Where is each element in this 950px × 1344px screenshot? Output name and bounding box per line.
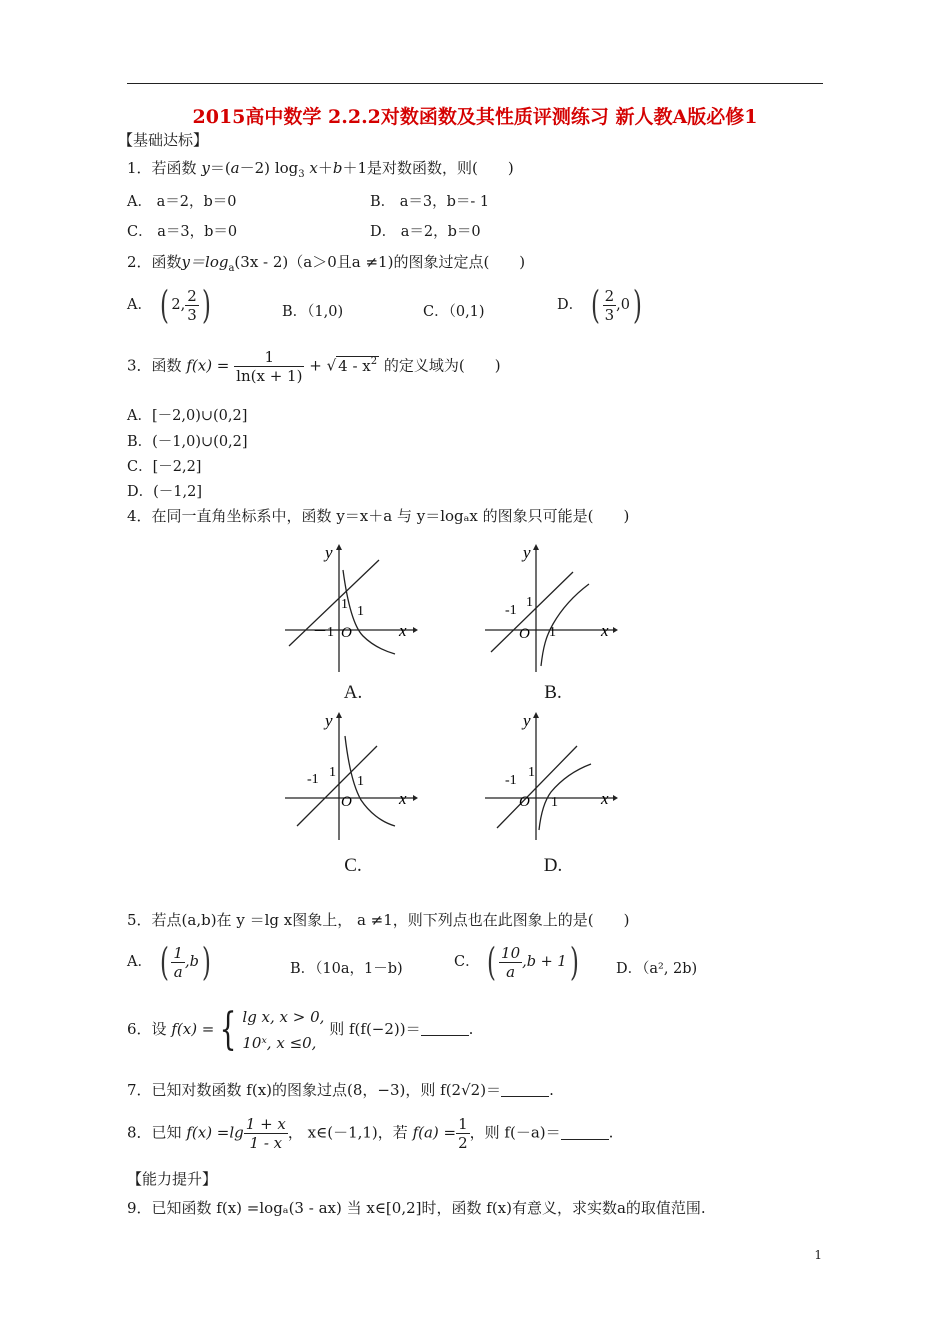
- q3-option-b: B．(－1,0)∪(0,2]: [127, 434, 248, 450]
- graph-b: [483, 540, 618, 675]
- svg-text:－1: －1: [313, 625, 334, 640]
- svg-text:x: x: [601, 621, 609, 640]
- svg-text:x: x: [601, 789, 609, 808]
- svg-text:1: 1: [551, 795, 558, 810]
- q8-answer-blank[interactable]: [561, 1127, 609, 1140]
- question-1: 1．若函数 y＝(a－2) $\log_3 x+b+1$是对数函数，则( ): [127, 159, 514, 180]
- question-7: 7．已知对数函数 f(x)的图象过点(8，−3)，则 f(2√2)＝ .: [127, 1081, 554, 1099]
- svg-text:-1: -1: [307, 772, 319, 787]
- graph-a: [283, 540, 418, 675]
- log-curve: [343, 570, 395, 654]
- q2-option-a: A． ( 2, $\frac{2}{3}$ ): [127, 283, 211, 327]
- q7-answer-blank[interactable]: [501, 1084, 549, 1097]
- page-number: 1: [814, 1248, 822, 1262]
- svg-text:O: O: [519, 794, 530, 810]
- svg-text:y: y: [325, 711, 333, 730]
- page-title: 2015高中数学 2.2.2对数函数及其性质评测练习 新人教A版必修1: [192, 106, 758, 128]
- svg-text:x: x: [399, 789, 407, 808]
- question-3: 3．函数 f(x) = $\frac{1}{\ln(x + 1)}$ + √ $4 - x^2$ 的定义域为( ): [127, 348, 501, 385]
- svg-text:-1: -1: [505, 773, 517, 788]
- q5-option-d: D．（a², 2b): [616, 961, 698, 977]
- svg-text:x: x: [399, 621, 407, 640]
- q1-option-a: A． a＝2，b＝0: [127, 194, 237, 210]
- svg-text:1: 1: [526, 595, 533, 610]
- svg-text:y: y: [325, 543, 333, 562]
- svg-text:y: y: [523, 711, 531, 730]
- graph-c: [283, 708, 418, 843]
- svg-text:y: y: [523, 543, 531, 562]
- q3-option-c: C．[－2,2]: [127, 459, 202, 475]
- line-y-x-plus-a: [289, 560, 379, 646]
- q6-answer-blank[interactable]: [421, 1023, 469, 1036]
- question-5: 5．若点(a,b)在 y ＝lg x图象上， a ≠1，则下列点也在此图象上的是( ): [127, 911, 630, 929]
- graph-d-label: D.: [543, 855, 563, 876]
- svg-text:1: 1: [357, 604, 364, 619]
- svg-text:1: 1: [528, 765, 535, 780]
- question-2: 2．函数$y=\log_a(3x - 2)(a>0$且a ≠1)的图象过定点( ): [127, 253, 526, 274]
- svg-text:1: 1: [357, 774, 364, 789]
- q5-option-b: B．（10a，1－b): [290, 961, 403, 977]
- q1-option-b: B． a＝3，b＝- 1: [370, 194, 490, 210]
- graph-b-label: B.: [544, 682, 562, 703]
- question-9: 9．已知函数 f(x) =logₐ(3 - ax) 当 x∈[0,2]时，函数 f(x)有意义，求实数a的取值范围.: [127, 1199, 706, 1217]
- svg-text:1: 1: [329, 765, 336, 780]
- q5-option-a: A． ( $\frac{1}{a}$ ,b): [127, 940, 211, 984]
- q2-option-b: B．（1,0): [282, 304, 344, 320]
- svg-text:O: O: [519, 626, 530, 642]
- question-4: 4．在同一直角坐标系中，函数 y＝x＋a 与 y＝logₐx 的图象只可能是( ): [127, 507, 630, 525]
- graph-c-label: C.: [344, 855, 362, 876]
- svg-text:-1: -1: [505, 603, 517, 618]
- q5-option-c: C． ( $\frac{10}{a}$ ,b + 1): [454, 940, 579, 984]
- svg-text:O: O: [341, 794, 352, 810]
- question-6: 6．设 f(x) = { lg x, x > 0, 10ˣ, x ≤0, 则 f(f(−2))＝ .: [127, 1004, 474, 1055]
- q3-option-d: D．(－1,2]: [127, 484, 202, 500]
- top-rule: [127, 83, 823, 84]
- svg-text:O: O: [341, 625, 352, 641]
- q2-option-d: D． ( $\frac{2}{3}$ ,0): [557, 283, 642, 327]
- q1-option-d: D． a＝2，b＝0: [370, 224, 481, 240]
- graph-d: [483, 708, 618, 843]
- q3-option-a: A．[－2,0)∪(0,2]: [127, 408, 248, 424]
- section-basic: 【基础达标】: [118, 131, 209, 149]
- log-curve: [345, 736, 395, 826]
- q1-option-c: C． a＝3，b＝0: [127, 224, 238, 240]
- svg-text:1: 1: [549, 625, 556, 640]
- graph-a-label: A.: [343, 682, 363, 703]
- question-8: 8．已知 f(x) =lg $\frac{1 + x}{1 - x}$ ， x∈(－1,1)，若 f(a) = $\frac{1}{2}$ ，则 f(－a)＝ .: [127, 1115, 614, 1152]
- svg-text:1: 1: [341, 597, 348, 612]
- section-advanced: 【能力提升】: [127, 1170, 218, 1188]
- q2-option-c: C．（0,1): [423, 304, 485, 320]
- log-curve: [539, 764, 591, 830]
